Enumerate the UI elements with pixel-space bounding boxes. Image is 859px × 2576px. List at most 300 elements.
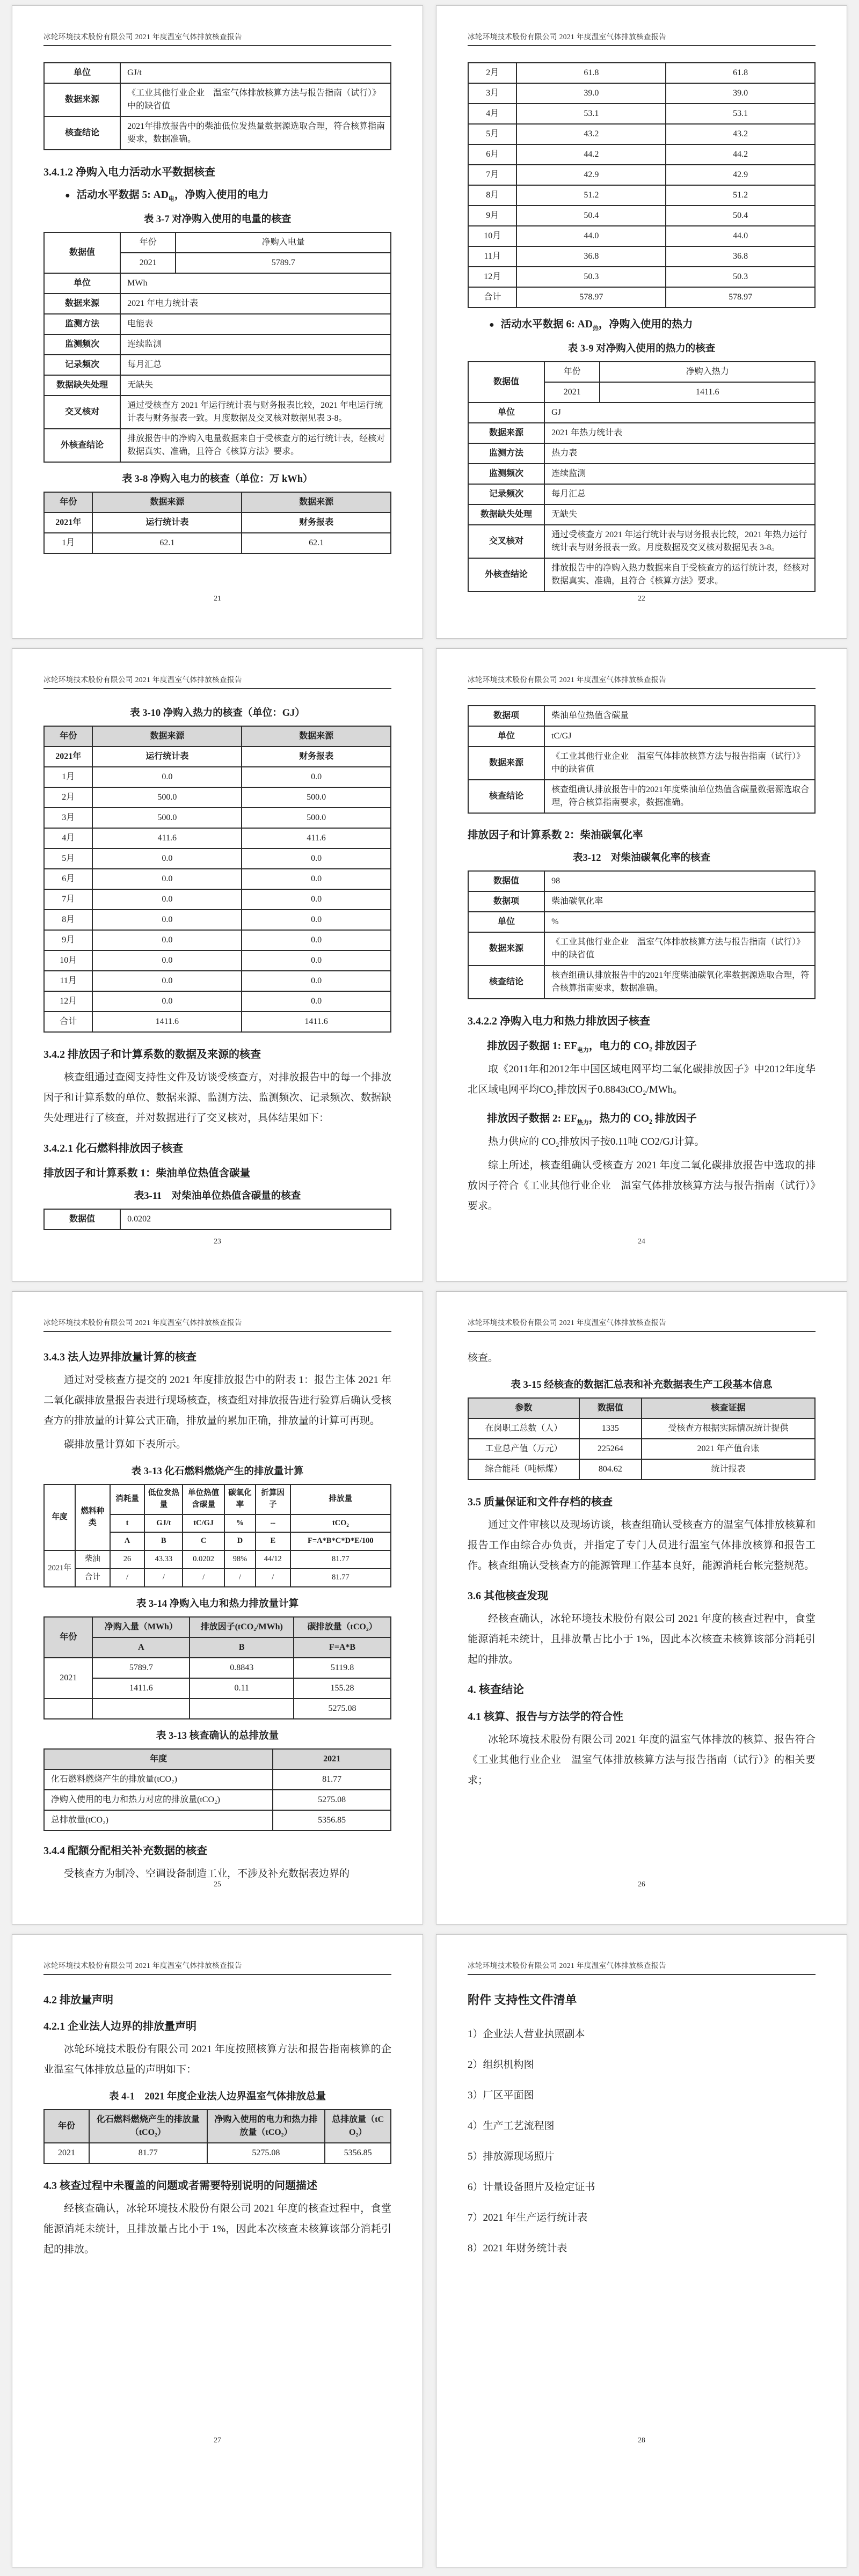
table-cell: 44.0 [666,226,815,246]
table-cell: 0.0202 [120,1209,391,1230]
table-cell: 碳氧化率 [224,1484,256,1514]
table-row [468,144,815,165]
table-cell: -- [256,1514,290,1533]
page-header [468,1959,816,1975]
table-cell: 折算因子 [256,1484,290,1514]
table-cell: 单位 [44,273,120,294]
paragraph: 综上所述，核查组确认受核查方 2021 年度二氧化碳排放报告中选取的排放因子符合《工业其他行业企业 温室气体排放核算方法与报告指南（试行）》要求。 [468,1159,816,1212]
table-cell: 1335 [579,1418,642,1439]
table-cell: 单位 [468,726,544,747]
table-cell: 数据缺失处理 [44,375,120,396]
table-row [44,396,391,429]
table-cell: 排放量 [290,1484,391,1514]
table-row [468,726,815,747]
table-cell: 监测频次 [468,464,544,484]
table-row [44,869,391,889]
table-header-row [44,1749,391,1769]
table-cell: 0.11 [190,1678,294,1699]
table-cell: 核查组确认排放报告中的2021年度柴油碳氧化率数据源选取合理，符合核算指南要求，数据准确。 [544,965,815,999]
table-cell: 4月 [468,104,516,124]
paragraph: 冰轮环境技术股份有限公司 2021 年度按照核算方法和报告指南核算的企业温室气体排放总量的声明如下： [43,2044,391,2075]
table-row [468,932,815,965]
report-page-25 [12,1291,423,1924]
report-page-28 [436,1934,847,2567]
table-row [468,185,815,206]
table-title-3-13b: 表 3-13 核查确认的总排放量 [156,1730,279,1741]
table-cell: 2021年排放报告中的柴油低位发热量数据源选取合理，符合核算指南要求，数据准确。 [120,116,391,150]
table-cell: D [224,1532,256,1550]
table-row [44,1658,391,1678]
table-cell: / [183,1569,224,1587]
page-number: 24 [638,1237,645,1245]
report-page-21 [12,5,423,639]
table-cell: 外核查结论 [44,429,120,462]
bullet-text: ，净购入使用的电力 [174,189,269,201]
table-cell: 0.0 [92,767,242,787]
table-row [44,971,391,991]
table-cell: 0.0 [92,910,242,930]
table-cell: 12月 [44,991,92,1012]
table-cell: 3月 [468,83,516,104]
report-page-27 [12,1934,423,2567]
bullet-item-ad5 [43,186,391,203]
table-cell: 数据值 [468,362,544,402]
table-row [468,206,815,226]
table-cell: 柴油碳氧化率 [544,891,815,912]
table-cell: 0.0 [242,869,391,889]
table-cell: 数据项 [468,891,544,912]
table-3-13-total-emissions [43,1748,391,1831]
table-cell: 数据项 [468,706,544,726]
paragraph: 经核查确认，冰轮环境技术股份有限公司 2021 年度的核查过程中，食堂能源消耗未统计，且排放量占比小于 1%，因此本次核查未核算该部分消耗引起的排放。 [43,2203,391,2255]
table-cell: MWh [120,273,391,294]
table-cell: 44.0 [516,226,666,246]
table-cell: 数据来源 [44,294,120,314]
table-cell: 0.0 [92,971,242,991]
table-title-3-7: 表 3-7 对净购入使用的电量的核查 [143,214,292,225]
table-3-8 [43,492,391,554]
table-row [468,484,815,504]
table-cell: 6月 [44,869,92,889]
table-3-12 [468,870,816,999]
paragraph: 经核查确认，冰轮环境技术股份有限公司 2021 年度的核查过程中，食堂能源消耗未统计，且排放量占比小于 1%，因此本次核查未核算该部分消耗引起的排放。 [468,1613,816,1665]
table-row [468,965,815,999]
table-cell: 排放报告中的净购入电量数据来自于受核查方的运行统计表，经核对数据真实、准确，且符合《核算方法》要求。 [120,429,391,462]
table-cell: 数据来源 [468,932,544,965]
table-cell: / [256,1569,290,1587]
table-cell: tC/GJ [544,726,815,747]
table-cell: 交叉核对 [44,396,120,429]
table-cell: 1411.6 [92,1012,242,1032]
table-row [44,991,391,1012]
table-cell: 电能表 [120,314,391,334]
table-cell: 单位 [468,912,544,932]
table-row [468,423,815,443]
table-cell: 8月 [468,185,516,206]
table-cell: 12月 [468,267,516,287]
table-3-10 [43,726,391,1033]
table-cell: 燃料种类 [75,1484,110,1550]
table-row [44,787,391,808]
table-cell: 核查组确认排放报告中的2021年度柴油单位热值含碳量数据源选取合理，符合核算指南要求，数据准确。 [544,780,815,813]
table-row [44,232,391,253]
paragraph: 通过文件审核以及现场访谈，核查组确认受核查方的温室气体排放核算和报告工作由综合办负责，并指定了专门人员进行温室气体排放核算和报告工作。核查组确认受核查方的能源管理工作基本良好，能源消耗台帐完整规范。 [468,1519,816,1571]
factor-data-heading-2 [468,1110,816,1126]
table-row [44,848,391,869]
table-cell: 804.62 [579,1459,642,1480]
table-row [468,362,815,382]
table-cell: 数据来源 [242,492,391,513]
table-cell: 每月汇总 [120,355,391,375]
section-heading-3421: 3.4.2.1 化石燃料排放因子核查 [43,1143,183,1154]
table-cell: 98% [224,1550,256,1569]
report-page-24 [436,648,847,1282]
table-cell: 无缺失 [544,504,815,525]
table-cell: 0.0 [242,848,391,869]
table-row [44,83,391,116]
table-cell: 热力表 [544,443,815,464]
bullet-text: 活动水平数据 5: AD [76,189,169,201]
table-cell [190,1699,294,1719]
table-cell: 2021 [120,253,176,273]
page-header [43,674,391,689]
table-row [44,375,391,396]
table-header-row [468,1398,815,1418]
table-cell: 受核查方根据实际情况统计提供 [642,1418,815,1439]
table-cell: 2021 年热力统计表 [544,423,815,443]
table-cell: 0.0 [92,848,242,869]
factor-subscript: 热力 [577,1119,589,1126]
table-row [468,83,815,104]
page-header-title: 冰轮环境技术股份有限公司 2021 年度温室气体排放核查报告 [43,676,242,684]
table-row [44,747,391,767]
table-title-3-8: 表 3-8 净购入电力的核查（单位：万 kWh） [122,473,313,485]
attachment-item: 3）厂区平面图 [468,2090,534,2101]
table-cell: 数据来源 [242,726,391,747]
table-4-1-total-ghg [43,2109,391,2164]
table-cell: 50.3 [666,267,815,287]
table-cell: 42.9 [516,165,666,185]
table-row [44,429,391,462]
page-header-title: 冰轮环境技术股份有限公司 2021 年度温室气体排放核查报告 [468,676,666,684]
table-cell: 消耗量 [110,1484,145,1514]
page-number: 27 [214,2436,221,2444]
table-cell: 排放因子(tCO₂/MWh) [190,1617,294,1637]
table-cell: 2021 [44,2143,89,2163]
table-cell: tC/GJ [183,1514,224,1533]
table-row [468,63,815,83]
table-row [44,334,391,355]
table-cell: 3月 [44,808,92,828]
table-cell: 运行统计表 [92,513,242,533]
table-row [468,871,815,891]
table-cell: 36.8 [516,246,666,267]
page-header [43,31,391,46]
table-header-row [44,1484,391,1514]
table-cell: 10月 [468,226,516,246]
table-cell: 记录频次 [468,484,544,504]
table-cell: 39.0 [666,83,815,104]
table-cell: GJ/t [144,1514,183,1533]
table-row [468,287,815,308]
table-cell: 外核查结论 [468,558,544,591]
bullet-subscript: 电 [168,195,174,202]
paragraph: 受核查方为制冷、空调设备制造工业，不涉及补充数据表边界的 [64,1868,350,1879]
table-cell: E [256,1532,290,1550]
table-title-3-13: 表 3-13 化石燃料燃烧产生的排放量计算 [131,1466,304,1477]
table-cell: 年度 [44,1484,75,1550]
table-cell: 5275.08 [273,1790,391,1810]
factor-text: ，电力的 CO₂ 排放因子 [588,1041,697,1052]
page-header-title: 冰轮环境技术股份有限公司 2021 年度温室气体排放核查报告 [43,1319,242,1327]
table-cell: 44/12 [256,1550,290,1569]
table-row [44,950,391,971]
table-3-6-continuation [43,62,391,150]
table-cell: 11月 [468,246,516,267]
table-cell: 81.77 [290,1550,391,1569]
table-cell: 通过受核查方 2021 年运行统计表与财务报表比较，2021 年热力运行统计表与财务报表一致。月度数据及交叉核对数据见表 3-8。 [544,525,815,558]
page-number: 22 [638,594,645,602]
table-row [44,294,391,314]
table-cell: 数据值 [468,871,544,891]
factor-text: ，热力的 CO₂ 排放因子 [588,1113,697,1124]
table-row [468,226,815,246]
table-cell: 数据缺失处理 [468,504,544,525]
section-heading-35: 3.5 质量保证和文件存档的核查 [468,1496,613,1508]
table-cell: 9月 [44,930,92,950]
table-header-row [44,1637,391,1658]
table-row [468,104,815,124]
attachment-item: 2）组织机构图 [468,2059,534,2070]
table-cell: 61.8 [666,63,815,83]
table-title-3-10: 表 3-10 净购入热力的核查（单位：GJ） [130,708,305,719]
bullet-item-ad6 [468,316,816,332]
attachment-item: 5）排放源现场照片 [468,2151,555,2162]
table-cell: 数据来源 [44,83,120,116]
table-row [468,747,815,780]
table-cell: 98 [544,871,815,891]
table-header-row [44,726,391,747]
table-cell: 净购入量（MWh） [92,1617,190,1637]
section-heading-43: 4.3 核查过程中未覆盖的问题或者需要特别说明的问题描述 [43,2180,317,2192]
table-row [468,267,815,287]
section-heading-343: 3.4.3 法人边界排放量计算的核查 [43,1351,196,1363]
bullet-icon: ● [489,320,494,330]
factor-text: 排放因子数据 1: EF [487,1041,577,1052]
table-cell: 排放报告中的净购入热力数据来自于受核查方的运行统计表，经核对数据真实、准确，且符合《核算方法》要求。 [544,558,815,591]
table-cell: 2月 [44,787,92,808]
table-cell: 578.97 [516,287,666,308]
table-row [44,1678,391,1699]
table-cell: B [190,1637,294,1658]
table-row [468,464,815,484]
section-heading-36: 3.6 其他核查发现 [468,1590,548,1602]
page-header-title: 冰轮环境技术股份有限公司 2021 年度温室气体排放核查报告 [43,33,242,41]
paragraph: 核查组通过查阅支持性文件及访谈受核查方，对排放报告中的每一个排放因子和计算系数的单位、数据来源、监测方法、监测频次、记录频次、数据缺失处理进行了核查，并对数据进行了交叉核对，具体结果如下： [43,1072,391,1124]
table-cell: 225264 [579,1439,642,1459]
table-cell: 43.33 [144,1550,183,1569]
table-row [44,1810,391,1831]
page-number: 28 [638,2436,645,2444]
table-cell: / [144,1569,183,1587]
table-cell: F=A*B [294,1637,391,1658]
attachment-item: 6）计量设备照片及检定证书 [468,2182,595,2193]
table-row [44,767,391,787]
table-cell: 碳排放量（tCO₂） [294,1617,391,1637]
table-cell: 净购入电量 [176,232,391,253]
table-cell: 500.0 [92,808,242,828]
bullet-icon: ● [65,191,70,200]
factor-subscript: 电力 [577,1046,589,1053]
table-cell: 1411.6 [92,1678,190,1699]
table-row [44,910,391,930]
table-row [44,63,391,83]
table-cell: 411.6 [92,828,242,848]
table-cell: 0.0 [92,930,242,950]
table-cell: C [183,1532,224,1550]
table-cell: 年份 [44,492,92,513]
table-cell: 5275.08 [207,2143,325,2163]
page-header-title: 冰轮环境技术股份有限公司 2021 年度温室气体排放核查报告 [468,1962,666,1970]
table-cell: 2021 [544,382,600,402]
factor-data-heading-1 [468,1037,816,1054]
bullet-text: ，净购入使用的热力 [598,319,693,330]
table-cell: 0.0 [92,889,242,910]
factor-heading-2: 排放因子和计算系数 2：柴油碳氧化率 [468,830,643,841]
section-heading-3422: 3.4.2.2 净购入电力和热力排放因子核查 [468,1015,650,1027]
table-cell: 7月 [44,889,92,910]
table-cell: 监测频次 [44,334,120,355]
table-3-13-fossil-fuel [43,1484,391,1587]
table-cell: 36.8 [666,246,815,267]
table-cell: 数据值 [44,1209,120,1230]
table-3-8-continuation [468,62,816,308]
table-row [44,533,391,553]
table-3-11-continuation [468,705,816,814]
table-row [468,402,815,423]
table-cell: 1月 [44,767,92,787]
report-page-23 [12,648,423,1282]
table-cell: 411.6 [242,828,391,848]
table-cell: 财务报表 [242,513,391,533]
table-row [468,124,815,144]
table-cell: 参数 [468,1398,579,1418]
table-cell: 39.0 [516,83,666,104]
page-header [468,31,816,46]
table-cell: 9月 [468,206,516,226]
table-cell: 8月 [44,910,92,930]
table-cell: 年份 [44,726,92,747]
table-cell: 运行统计表 [92,747,242,767]
table-row [468,891,815,912]
table-cell: 50.3 [516,267,666,287]
table-cell: 总排放量（tCO₂） [325,2110,391,2143]
factor-heading-1: 排放因子和计算系数 1：柴油单位热值含碳量 [43,1168,251,1179]
table-title-3-14: 表 3-14 净购入电力和热力排放量计算 [136,1598,299,1609]
table-row [468,443,815,464]
table-cell: 81.77 [290,1569,391,1587]
table-cell: 数据来源 [468,423,544,443]
table-header-row [44,492,391,513]
table-cell: 化石燃料燃烧产生的排放量(tCO₂) [44,1769,273,1790]
table-cell: 2021年 [44,1550,75,1587]
table-row [44,1769,391,1790]
table-row [44,1699,391,1719]
table-cell: tCO₂ [290,1514,391,1533]
table-cell: 0.0 [242,767,391,787]
table-cell: GJ [544,402,815,423]
table-cell: 81.77 [273,1769,391,1790]
table-cell: 155.28 [294,1678,391,1699]
table-cell: / [224,1569,256,1587]
table-row [44,1550,391,1569]
table-cell: 年份 [44,1617,92,1658]
table-cell [92,1699,190,1719]
table-row [468,558,815,591]
table-cell: 在岗职工总数（人） [468,1418,579,1439]
page-number: 26 [638,1880,645,1888]
table-cell: 5月 [44,848,92,869]
table-cell: A [92,1637,190,1658]
table-cell: 每月汇总 [544,484,815,504]
table-cell: 5789.7 [176,253,391,273]
table-row [44,355,391,375]
page-header [468,674,816,689]
table-header-row [44,1617,391,1637]
page-header [43,1959,391,1975]
table-cell: 5356.85 [325,2143,391,2163]
table-cell: 财务报表 [242,747,391,767]
table-cell: 53.1 [516,104,666,124]
table-cell: 62.1 [92,533,242,553]
table-cell: 1月 [44,533,92,553]
table-cell: 通过受核查方 2021 年运行统计表与财务报表比较，2021 年电运行统计表与财务报表一致。月度数据及交叉核对数据见表 3-8。 [120,396,391,429]
table-cell: 26 [110,1550,145,1569]
table-3-15-basic-info [468,1397,816,1480]
table-3-14-electricity-heat [43,1616,391,1719]
table-cell: 《工业其他行业企业 温室气体排放核算方法与报告指南（试行）》中的缺省值 [544,932,815,965]
page-header-title: 冰轮环境技术股份有限公司 2021 年度温室气体排放核查报告 [468,1319,666,1327]
table-cell: 0.0 [242,991,391,1012]
table-cell: 无缺失 [120,375,391,396]
page-number: 21 [214,594,221,602]
table-cell: 7月 [468,165,516,185]
table-row [468,525,815,558]
table-cell: 核查结论 [468,965,544,999]
table-cell: 44.2 [516,144,666,165]
table-cell: 42.9 [666,165,815,185]
table-cell: 578.97 [666,287,815,308]
table-cell: 10月 [44,950,92,971]
page-header [468,1316,816,1332]
table-cell: 0.0 [242,971,391,991]
attachment-item: 4）生产工艺流程图 [468,2120,555,2132]
table-title-3-9: 表 3-9 对净购入使用的热力的核查 [567,343,716,354]
table-cell: 监测方法 [44,314,120,334]
table-cell: 0.0 [92,950,242,971]
table-cell: B [144,1532,183,1550]
table-title-3-12: 表3-12 对柴油碳氧化率的核查 [573,853,710,863]
table-cell: 年度 [44,1749,273,1769]
table-cell: 单位 [468,402,544,423]
attachment-item: 8）2021 年财务统计表 [468,2243,567,2254]
table-cell: 统计报表 [642,1459,815,1480]
table-cell: 连续监测 [544,464,815,484]
table-row [44,1209,391,1230]
table-row [468,165,815,185]
table-cell: F=A*B*C*D*E/100 [290,1532,391,1550]
paragraph: 碳排放量计算如下表所示。 [64,1439,187,1450]
